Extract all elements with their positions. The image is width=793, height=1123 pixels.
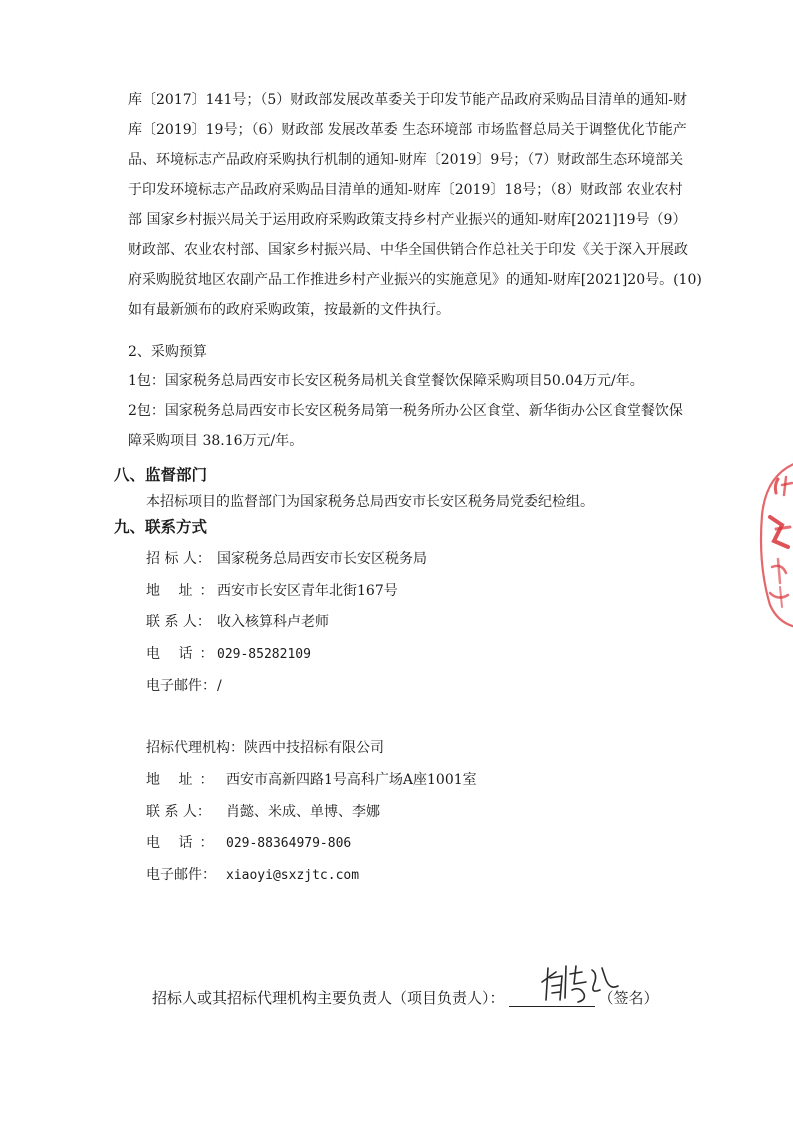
agency-email-row	[146, 864, 359, 887]
tenderer-name-row	[146, 548, 427, 570]
tenderer-phone-row	[146, 643, 311, 666]
tenderer-email-row	[146, 675, 222, 697]
regulations-line: 于印发环境标志产品政府采购品目清单的通知-财库〔2019〕18号；（8）财政部 农业农村	[128, 182, 683, 198]
contact-value: 西安市高新四路1号高科广场A座1001室	[226, 772, 477, 788]
regulations-line: 库〔2019〕19号；（6）财政部 发展改革委 生态环境部 市场监督总局关于调整优化节能产	[128, 122, 687, 138]
regulations-line: 库〔2017〕141号；（5）财政部发展改革委关于印发节能产品政府采购品目清单的通知-财	[128, 92, 687, 108]
budget-title: 2、采购预算	[128, 344, 207, 360]
contact-value: 西安市长安区青年北街167号	[217, 583, 398, 599]
contact-value: 029-85282109	[217, 647, 311, 662]
tenderer-address-row	[146, 580, 398, 602]
contact-value: 收入核算科卢老师	[217, 614, 329, 630]
section-heading-supervision: 八、监督部门	[114, 466, 208, 484]
contact-label: 地 址：	[146, 583, 221, 599]
regulations-paragraph	[128, 85, 700, 325]
agency-address-row	[146, 769, 477, 791]
contact-label: 招标代理机构：	[146, 740, 244, 756]
contact-label: 联 系 人：	[146, 614, 211, 630]
contact-label: 地 址：	[146, 772, 221, 788]
section-heading-contact: 九、联系方式	[114, 518, 208, 536]
budget-package-2	[128, 396, 700, 456]
agency-name-row	[146, 737, 384, 759]
contact-label: 电 话：	[146, 646, 221, 662]
contact-value: 陕西中技招标有限公司	[244, 740, 384, 756]
regulations-line: 部 国家乡村振兴局关于运用政府采购政策支持乡村产业振兴的通知-财库[2021]19号（9）	[128, 212, 687, 228]
budget-package-2-line: 2包：国家税务总局西安市长安区税务局第一税务所办公区食堂、新华街办公区食堂餐饮保	[128, 403, 683, 419]
contact-label: 联 系 人：	[146, 804, 211, 820]
budget-package-2-line: 障采购项目 38.16万元/年。	[128, 433, 304, 449]
contact-label: 电子邮件：	[146, 678, 216, 694]
official-seal-stamp	[752, 455, 793, 630]
signature-suffix: （签名）	[598, 989, 659, 1007]
contact-value: 国家税务总局西安市长安区税务局	[217, 551, 427, 567]
contact-value: 029-88364979-806	[226, 836, 352, 851]
contact-label: 电子邮件：	[146, 867, 216, 883]
budget-package-1: 1包：国家税务总局西安市长安区税务局机关食堂餐饮保障采购项目50.04万元/年。	[128, 373, 644, 389]
regulations-line: 府采购脱贫地区农副产品工作推进乡村产业振兴的实施意见》的通知-财库[2021]20号。(10)	[128, 272, 702, 288]
contact-value: xiaoyi@sxzjtc.com	[226, 868, 360, 883]
regulations-line: 品、环境标志产品政府采购执行机制的通知-财库〔2019〕9号；（7）财政部生态环境部关	[128, 152, 684, 168]
agency-phone-row	[146, 832, 351, 855]
tenderer-contact-person-row	[146, 611, 329, 633]
contact-label: 招 标 人：	[146, 551, 211, 567]
regulations-line: 财政部、农业农村部、国家乡村振兴局、中华全国供销合作总社关于印发《关于深入开展政	[128, 242, 688, 258]
agency-contact-person-row	[146, 801, 380, 823]
contact-label: 电 话：	[146, 835, 221, 851]
contact-value: /	[217, 678, 222, 694]
regulations-line: 如有最新颁布的政府采购政策，按最新的文件执行。	[128, 302, 450, 318]
signature-label: 招标人或其招标代理机构主要负责人（项目负责人）：	[152, 989, 505, 1007]
handwritten-signature	[536, 960, 626, 1010]
supervision-text: 本招标项目的监督部门为国家税务总局西安市长安区税务局党委纪检组。	[146, 494, 594, 510]
contact-value: 肖懿、米成、单博、李娜	[226, 804, 380, 820]
